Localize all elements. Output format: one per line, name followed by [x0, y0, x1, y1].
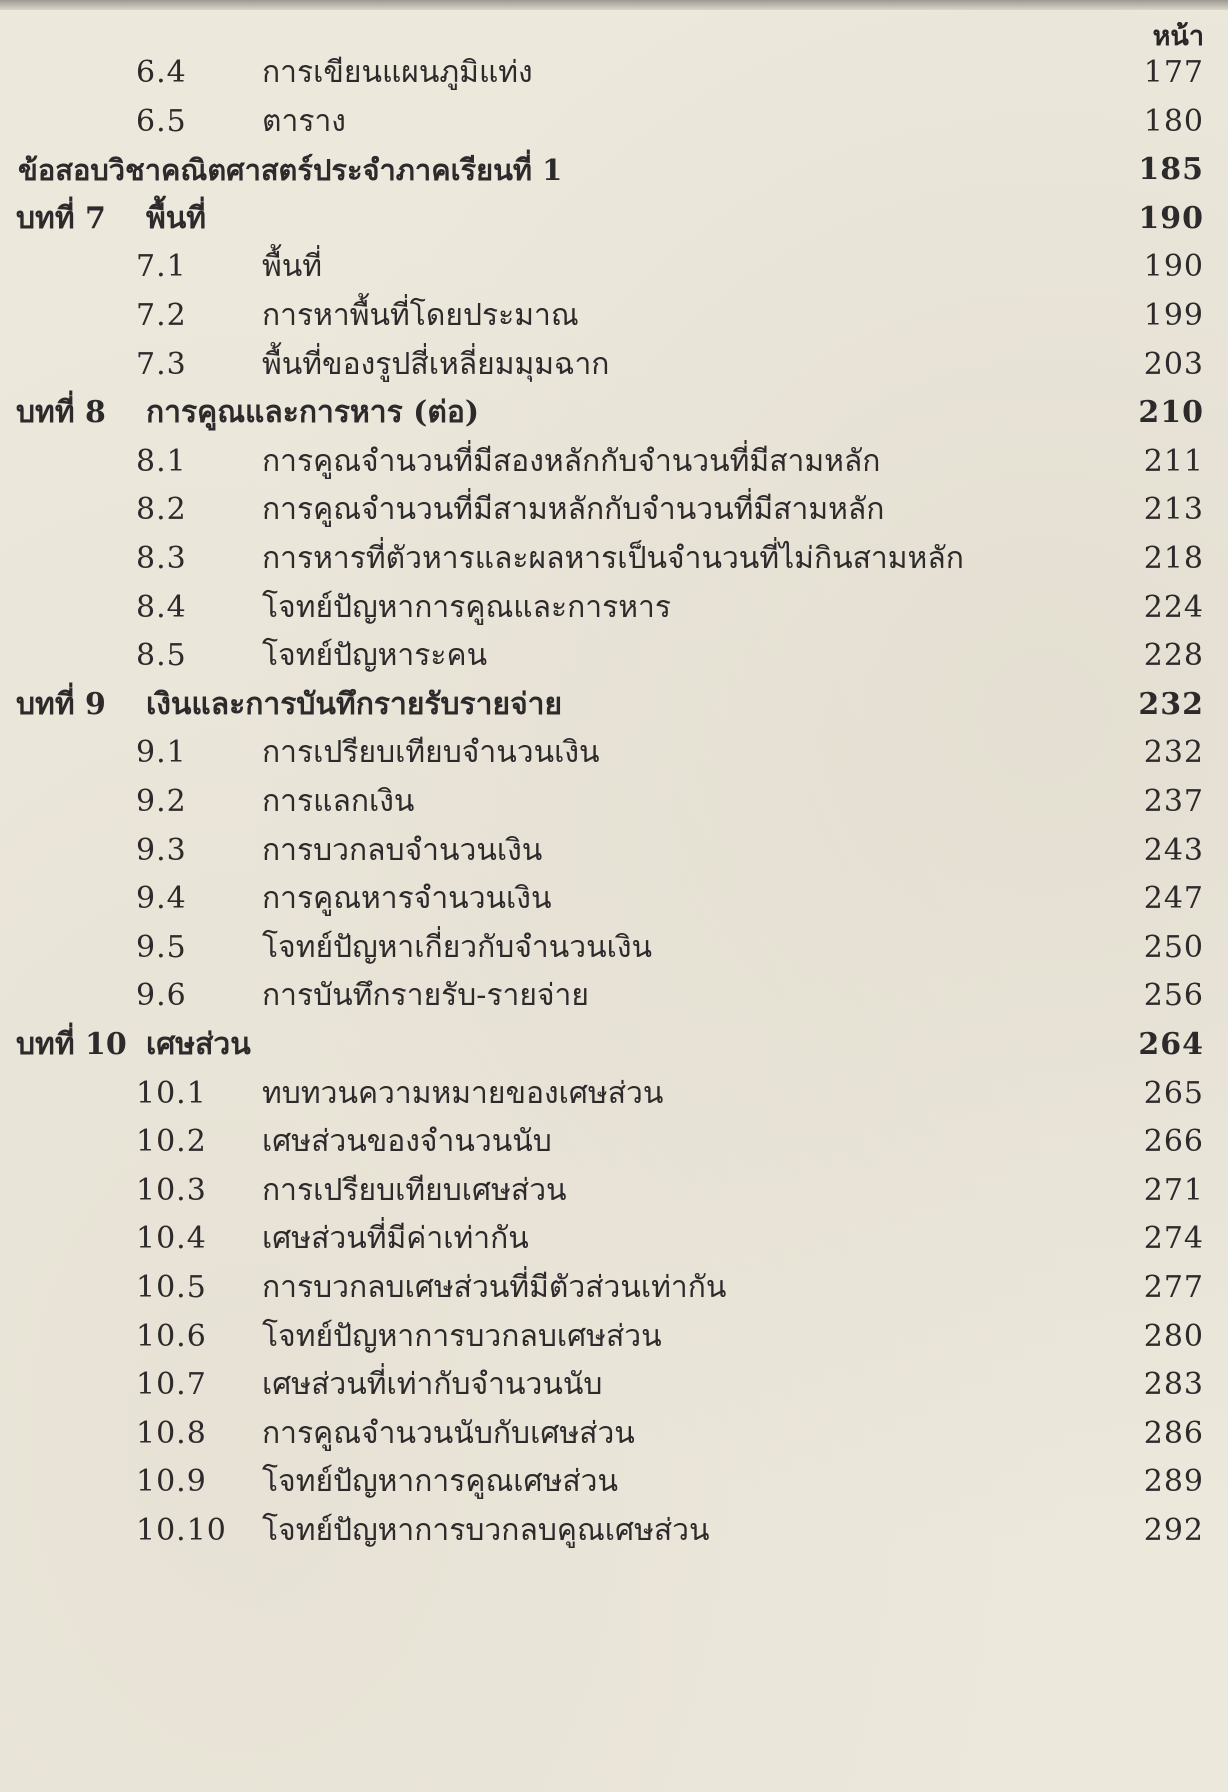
entry-title: พื้นที่ของรูปสี่เหลี่ยมมุมฉาก: [262, 346, 610, 382]
section-number: 9.3: [136, 832, 187, 868]
entry-title: การคูณหารจำนวนเงิน: [262, 881, 552, 917]
page-number: 177: [1143, 55, 1204, 90]
section-row: [0, 971, 1228, 1021]
page-number: 224: [1143, 589, 1204, 625]
section-row: [0, 583, 1228, 633]
chapter-row: [0, 388, 1228, 438]
section-row: [0, 485, 1228, 535]
section-row: [0, 437, 1228, 487]
section-number: 10.2: [136, 1124, 207, 1160]
section-row: [0, 1069, 1228, 1119]
entry-title: พื้นที่: [262, 249, 323, 285]
entry-title: การบันทึกรายรับ-รายจ่าย: [262, 978, 589, 1014]
section-number: 9.6: [136, 978, 187, 1014]
section-number: 7.3: [136, 346, 187, 382]
page-number: 211: [1143, 443, 1204, 479]
page-number: 218: [1143, 541, 1204, 576]
page-top-edge: [0, 0, 1228, 10]
entry-title: การแลกเงิน: [262, 784, 415, 819]
entry-title: การหารที่ตัวหารและผลหารเป็นจำนวนที่ไม่กินสามหลัก: [262, 541, 964, 576]
section-number: 8.3: [136, 541, 187, 576]
section-row: [0, 923, 1228, 973]
section-row: [0, 1506, 1228, 1556]
section-row: [0, 97, 1228, 147]
section-number: 8.1: [136, 443, 187, 479]
entry-title: การหาพื้นที่โดยประมาณ: [262, 298, 579, 333]
chapter-number: บทที่ 10: [16, 1027, 127, 1062]
entry-title: การบวกลบจำนวนเงิน: [262, 832, 543, 868]
section-row: [0, 1312, 1228, 1362]
section-number: 10.10: [136, 1513, 227, 1548]
section-row: [0, 1409, 1228, 1459]
section-number: 7.2: [136, 298, 187, 333]
entry-title: การคูณจำนวนนับกับเศษส่วน: [262, 1415, 635, 1451]
page-number: 190: [1143, 249, 1204, 285]
section-number: 10.6: [136, 1318, 207, 1354]
section-number: 9.2: [136, 784, 187, 819]
section-row: [0, 1166, 1228, 1216]
section-row: [0, 48, 1228, 98]
page-column-header: หน้า: [1152, 21, 1204, 52]
section-number: 10.4: [136, 1221, 207, 1257]
entry-title: โจทย์ปัญหาการบวกลบเศษส่วน: [262, 1318, 662, 1354]
entry-title: พื้นที่: [146, 200, 207, 236]
section-number: 10.8: [136, 1415, 207, 1451]
chapter-row: [0, 194, 1228, 244]
entry-title: โจทย์ปัญหาการบวกลบคูณเศษส่วน: [262, 1513, 710, 1548]
section-number: 10.1: [136, 1075, 207, 1111]
section-number: 10.9: [136, 1464, 207, 1500]
section-number: 8.4: [136, 589, 187, 625]
page-number: 286: [1143, 1415, 1204, 1451]
entry-title: โจทย์ปัญหาการคูณและการหาร: [262, 589, 671, 625]
section-row: [0, 291, 1228, 341]
section-row: [0, 1360, 1228, 1410]
entry-title: โจทย์ปัญหาเกี่ยวกับจำนวนเงิน: [262, 929, 653, 965]
entry-title: การเปรียบเทียบเศษส่วน: [262, 1172, 567, 1208]
page-number: 243: [1143, 832, 1204, 868]
page-number: 190: [1138, 200, 1204, 236]
section-row: [0, 534, 1228, 584]
page-number: 232: [1143, 735, 1204, 771]
page-number: 237: [1143, 784, 1204, 819]
section-row: [0, 728, 1228, 778]
entry-title: เศษส่วนของจำนวนนับ: [262, 1124, 552, 1160]
page-number: 289: [1143, 1464, 1204, 1500]
exam-row: [0, 145, 1228, 195]
page-number: 213: [1143, 492, 1204, 528]
page-number: 250: [1143, 929, 1204, 965]
entry-title: การคูณจำนวนที่มีสองหลักกับจำนวนที่มีสามหลัก: [262, 443, 881, 479]
entry-title: การเขียนแผนภูมิแท่ง: [262, 55, 533, 90]
page-number: 271: [1143, 1172, 1204, 1208]
section-row: [0, 631, 1228, 681]
section-number: 10.5: [136, 1270, 207, 1305]
entry-title: เศษส่วน: [146, 1027, 251, 1062]
section-row: [0, 1214, 1228, 1264]
entry-title: การคูณจำนวนที่มีสามหลักกับจำนวนที่มีสามหลัก: [262, 492, 885, 528]
page-number: 199: [1143, 298, 1204, 333]
entry-title: การเปรียบเทียบจำนวนเงิน: [262, 735, 600, 771]
page-number: 180: [1143, 103, 1204, 139]
page-number: 185: [1138, 152, 1204, 188]
section-number: 8.5: [136, 638, 187, 674]
page-number: 265: [1143, 1075, 1204, 1111]
section-row: [0, 777, 1228, 827]
entry-title: เงินและการบันทึกรายรับรายจ่าย: [146, 686, 563, 722]
page-number: 266: [1143, 1124, 1204, 1160]
entry-title: การคูณและการหาร (ต่อ): [146, 395, 480, 431]
section-number: 6.4: [136, 55, 187, 90]
page-number: 232: [1138, 686, 1204, 722]
entry-title: ข้อสอบวิชาคณิตศาสตร์ประจำภาคเรียนที่ 1: [18, 153, 563, 188]
section-number: 7.1: [136, 249, 187, 285]
section-row: [0, 874, 1228, 924]
chapter-row: [0, 680, 1228, 730]
page-number: 228: [1143, 638, 1204, 674]
chapter-number: บทที่ 8: [16, 395, 106, 431]
page-number: 280: [1143, 1318, 1204, 1354]
section-row: [0, 242, 1228, 292]
page-number: 292: [1143, 1513, 1204, 1548]
section-number: 8.2: [136, 492, 187, 528]
chapter-number: บทที่ 7: [16, 200, 106, 236]
page-number: 264: [1138, 1027, 1204, 1062]
page-number: 277: [1143, 1270, 1204, 1305]
chapter-row: [0, 1020, 1228, 1070]
page-number: 256: [1143, 978, 1204, 1014]
section-number: 9.4: [136, 881, 187, 917]
entry-title: เศษส่วนที่เท่ากับจำนวนนับ: [262, 1367, 603, 1403]
section-row: [0, 1263, 1228, 1313]
entry-title: โจทย์ปัญหาระคน: [262, 638, 488, 674]
entry-title: โจทย์ปัญหาการคูณเศษส่วน: [262, 1464, 619, 1500]
section-row: [0, 826, 1228, 876]
section-number: 10.3: [136, 1172, 207, 1208]
section-number: 9.1: [136, 735, 187, 771]
page-number: 274: [1143, 1221, 1204, 1257]
section-number: 6.5: [136, 103, 187, 139]
section-number: 10.7: [136, 1367, 207, 1403]
entry-title: การบวกลบเศษส่วนที่มีตัวส่วนเท่ากัน: [262, 1270, 727, 1305]
section-row: [0, 1117, 1228, 1167]
page-number: 210: [1138, 395, 1204, 431]
page-number: 283: [1143, 1367, 1204, 1403]
entry-title: ตาราง: [262, 103, 346, 139]
section-number: 9.5: [136, 929, 187, 965]
page-number: 247: [1143, 881, 1204, 917]
chapter-number: บทที่ 9: [16, 686, 106, 722]
section-row: [0, 1457, 1228, 1507]
page-number: 203: [1143, 346, 1204, 382]
entry-title: ทบทวนความหมายของเศษส่วน: [262, 1075, 664, 1111]
entry-title: เศษส่วนที่มีค่าเท่ากัน: [262, 1221, 529, 1257]
section-row: [0, 340, 1228, 390]
